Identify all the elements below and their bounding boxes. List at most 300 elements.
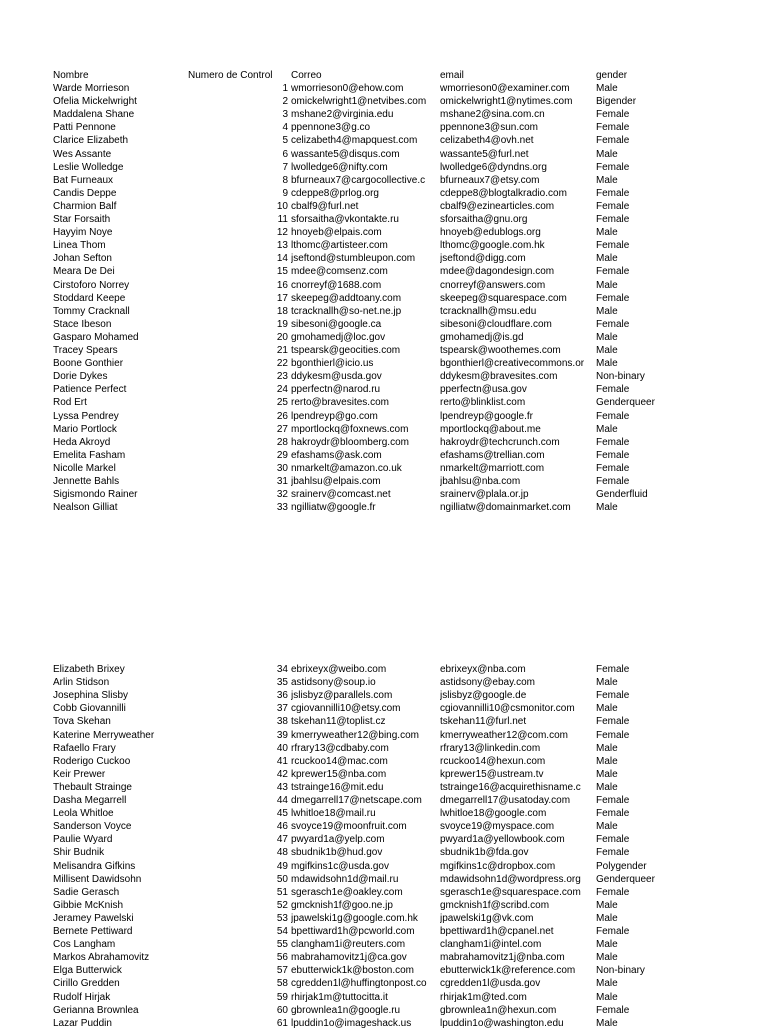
cell-email: tskehan11@furl.net — [440, 716, 527, 728]
cell-numero-de-control: 45 — [276, 808, 288, 820]
cell-gender: Female — [596, 926, 630, 937]
cell-nombre: Katerine Merryweather — [53, 729, 155, 741]
cell-gender: Male — [596, 148, 618, 160]
cell-numero-de-control: 47 — [276, 834, 288, 846]
cell-nombre: Thebault Strainge — [53, 781, 132, 793]
table-row — [0, 265, 768, 278]
cell-correo: cgiovannilli10@etsy.com — [291, 703, 401, 715]
cell-nombre: Josephina Slisby — [53, 690, 129, 702]
cell-numero-de-control: 14 — [276, 253, 288, 265]
cell-nombre: Elga Butterwick — [53, 965, 122, 977]
cell-numero-de-control: 5 — [282, 135, 288, 147]
cell-numero-de-control: 28 — [276, 436, 288, 448]
cell-correo: sforsaitha@vkontakte.ru — [291, 214, 399, 225]
cell-gender: Female — [596, 318, 630, 330]
cell-nombre: Mario Portlock — [53, 423, 117, 435]
cell-correo: cnorreyf@1688.com — [291, 279, 382, 291]
cell-nombre: Warde Morrieson — [53, 83, 130, 94]
table-row — [0, 742, 768, 755]
cell-nombre: Jeramey Pawelski — [53, 912, 134, 924]
table-row — [0, 121, 768, 134]
cell-correo: cdeppe8@prlog.org — [291, 187, 379, 199]
cell-correo: lpuddin1o@imageshack.us — [291, 1017, 412, 1029]
table-row — [0, 226, 768, 239]
cell-nombre: Millisent Dawidsohn — [53, 873, 142, 885]
cell-correo: sgerasch1e@oakley.com — [291, 886, 403, 898]
cell-gender: Genderfluid — [596, 489, 648, 501]
cell-numero-de-control: 7 — [282, 161, 288, 173]
cell-numero-de-control: 22 — [276, 358, 288, 370]
cell-email: tspearsk@woothemes.com — [440, 345, 561, 356]
cell-numero-de-control: 49 — [276, 860, 288, 872]
cell-gender: Male — [596, 899, 618, 911]
cell-gender: Male — [596, 253, 618, 265]
cell-nombre: Gerianna Brownlea — [53, 1004, 139, 1016]
table-row — [0, 174, 768, 187]
cell-gender: Non-binary — [596, 371, 645, 383]
cell-correo: efashams@ask.com — [291, 449, 382, 461]
table-row — [0, 331, 768, 344]
cell-nombre: Wes Assante — [53, 148, 112, 160]
cell-email: jslisbyz@google.de — [440, 690, 527, 702]
table-row — [0, 991, 768, 1004]
table-row — [0, 239, 768, 252]
cell-gender: Female — [596, 240, 630, 252]
cell-correo: celizabeth4@mapquest.com — [291, 135, 418, 147]
cell-gender: Male — [596, 423, 618, 435]
cell-gender: Male — [596, 781, 618, 793]
cell-numero-de-control: 23 — [276, 371, 288, 383]
cell-numero-de-control: 27 — [276, 423, 288, 435]
table-row — [0, 213, 768, 226]
cell-correo: ebutterwick1k@boston.com — [291, 965, 414, 977]
cell-numero-de-control: 18 — [276, 305, 288, 317]
cell-correo: ppennone3@g.co — [291, 122, 371, 134]
cell-numero-de-control: 31 — [276, 476, 288, 487]
cell-gender: Male — [596, 279, 618, 291]
cell-numero-de-control: 21 — [276, 345, 288, 356]
cell-email: jbahlsu@nba.com — [440, 476, 521, 487]
cell-correo: mdawidsohn1d@mail.ru — [291, 873, 399, 885]
cell-gender: Female — [596, 200, 630, 212]
cell-email: bfurneaux7@etsy.com — [440, 174, 540, 186]
cell-correo: clangham1i@reuters.com — [291, 939, 406, 951]
cell-gender: Male — [596, 305, 618, 317]
cell-nombre: Tommy Cracknall — [53, 305, 130, 317]
cell-nombre: Sadie Gerasch — [53, 886, 120, 898]
cell-gender: Female — [596, 808, 630, 820]
cell-correo: wassante5@disqus.com — [291, 148, 400, 160]
cell-gender: Female — [596, 886, 630, 898]
cell-correo: ngilliatw@google.fr — [291, 502, 376, 514]
cell-gender: Female — [596, 664, 630, 675]
table-row — [0, 702, 768, 715]
cell-numero-de-control: 3 — [282, 109, 288, 121]
cell-nombre: Meara De Dei — [53, 266, 115, 278]
cell-email: sbudnik1b@fda.gov — [440, 847, 529, 859]
cell-nombre: Lyssa Pendrey — [53, 410, 119, 422]
cell-gender: Female — [596, 384, 630, 396]
cell-nombre: Elizabeth Brixey — [53, 664, 125, 675]
table-row — [0, 794, 768, 807]
cell-numero-de-control: 38 — [276, 716, 288, 728]
cell-email: mdee@dagondesign.com — [440, 266, 555, 278]
cell-numero-de-control: 4 — [282, 122, 288, 134]
table-row — [0, 488, 768, 501]
cell-nombre: Ofelia Mickelwright — [53, 96, 137, 108]
cell-email: pperfectn@usa.gov — [440, 384, 527, 396]
cell-numero-de-control: 17 — [276, 292, 288, 304]
cell-correo: bfurneaux7@cargocollective.c — [291, 174, 426, 186]
cell-numero-de-control: 32 — [276, 489, 288, 501]
cell-numero-de-control: 34 — [276, 664, 288, 675]
cell-email: gbrownlea1n@hexun.com — [440, 1004, 557, 1016]
cell-email: lpuddin1o@washington.edu — [440, 1017, 564, 1029]
table-row — [0, 410, 768, 423]
cell-email: nmarkelt@marriott.com — [440, 462, 545, 474]
table-row — [0, 715, 768, 728]
cell-email: rfrary13@linkedin.com — [440, 742, 541, 754]
cell-numero-de-control: 58 — [276, 978, 288, 990]
cell-correo: tstrainge16@mit.edu — [291, 781, 384, 793]
cell-email: sforsaitha@gnu.org — [440, 214, 528, 225]
cell-gender: Male — [596, 768, 618, 780]
cell-gender: Female — [596, 122, 630, 134]
cell-gender: Male — [596, 345, 618, 356]
cell-numero-de-control: 43 — [276, 781, 288, 793]
cell-nombre: Tracey Spears — [53, 345, 118, 356]
table-row — [0, 768, 768, 781]
cell-gender: Female — [596, 847, 630, 859]
cell-numero-de-control: 11 — [277, 214, 288, 225]
cell-numero-de-control: 39 — [276, 729, 288, 741]
cell-correo: pwyard1a@yelp.com — [291, 834, 385, 846]
cell-numero-de-control: 19 — [276, 318, 288, 330]
cell-numero-de-control: 44 — [276, 795, 288, 806]
cell-email: bgonthierl@creativecommons.or — [440, 358, 585, 370]
cell-nombre: Clarice Elizabeth — [53, 135, 129, 147]
cell-correo: bpettiward1h@pcworld.com — [291, 926, 415, 937]
table-row — [0, 357, 768, 370]
cell-email: efashams@trellian.com — [440, 449, 545, 461]
cell-email: cbalf9@ezinearticles.com — [440, 200, 555, 212]
cell-nombre: Patti Pennone — [53, 122, 116, 134]
cell-email: sibesoni@cloudflare.com — [440, 318, 552, 330]
cell-email: bpettiward1h@cpanel.net — [440, 926, 554, 937]
cell-nombre: Arlin Stidson — [53, 677, 110, 689]
cell-email: kprewer15@ustream.tv — [440, 768, 544, 780]
cell-correo: rfrary13@cdbaby.com — [291, 742, 389, 754]
cell-gender: Male — [596, 991, 618, 1003]
cell-correo: astidsony@soup.io — [291, 677, 376, 689]
cell-correo: lthomc@artisteer.com — [291, 240, 388, 252]
cell-numero-de-control: 29 — [276, 449, 288, 461]
cell-gender: Female — [596, 266, 630, 278]
cell-nombre: Patience Perfect — [53, 384, 127, 396]
table-row — [0, 383, 768, 396]
cell-nombre: Tova Skehan — [53, 716, 111, 728]
cell-numero-de-control: 50 — [276, 873, 288, 885]
cell-email: lwhitloe18@google.com — [440, 808, 547, 820]
cell-gender: Male — [596, 742, 618, 754]
header-nombre: Nombre — [53, 70, 89, 81]
cell-numero-de-control: 36 — [276, 690, 288, 702]
cell-numero-de-control: 56 — [276, 952, 288, 964]
cell-email: omickelwright1@nytimes.com — [440, 96, 573, 108]
table-row — [0, 187, 768, 200]
cell-numero-de-control: 9 — [282, 187, 288, 199]
cell-email: rhirjak1m@ted.com — [440, 991, 527, 1003]
cell-numero-de-control: 12 — [276, 227, 288, 239]
cell-gender: Male — [596, 174, 618, 186]
cell-email: lwolledge6@dyndns.org — [440, 161, 547, 173]
table-row — [0, 344, 768, 357]
cell-numero-de-control: 30 — [276, 462, 288, 474]
cell-email: hakroydr@techcrunch.com — [440, 436, 560, 448]
cell-numero-de-control: 33 — [276, 502, 288, 514]
cell-nombre: Sigismondo Rainer — [53, 489, 138, 501]
table-row — [0, 977, 768, 990]
cell-gender: Genderqueer — [596, 873, 655, 885]
cell-nombre: Gibbie McKnish — [53, 899, 124, 911]
cell-numero-de-control: 55 — [276, 939, 288, 951]
cell-nombre: Star Forsaith — [53, 214, 111, 225]
cell-email: clangham1i@intel.com — [440, 939, 542, 951]
table-row — [0, 938, 768, 951]
cell-nombre: Keir Prewer — [53, 768, 106, 780]
cell-nombre: Dasha Megarrell — [53, 795, 127, 806]
header-gender: gender — [596, 70, 628, 81]
cell-numero-de-control: 52 — [276, 899, 288, 911]
cell-nombre: Jennette Bahls — [53, 476, 120, 487]
cell-gender: Bigender — [596, 96, 637, 108]
cell-email: srainerv@plala.or.jp — [440, 489, 529, 501]
cell-gender: Female — [596, 690, 630, 702]
cell-nombre: Bernete Pettiward — [53, 926, 133, 937]
cell-gender: Non-binary — [596, 965, 645, 977]
cell-email: rerto@blinklist.com — [440, 397, 526, 409]
cell-gender: Female — [596, 462, 630, 474]
cell-numero-de-control: 2 — [282, 96, 288, 108]
cell-gender: Female — [596, 410, 630, 422]
cell-gender: Female — [596, 436, 630, 448]
table-row — [0, 964, 768, 977]
table-row — [0, 462, 768, 475]
table-row — [0, 1004, 768, 1017]
cell-gender: Male — [596, 227, 618, 239]
cell-correo: ebrixeyx@weibo.com — [291, 664, 387, 675]
table-row — [0, 82, 768, 95]
cell-numero-de-control: 24 — [276, 384, 288, 396]
cell-nombre: Dorie Dykes — [53, 371, 108, 383]
cell-correo: svoyce19@moonfruit.com — [291, 821, 407, 833]
cell-gender: Male — [596, 1017, 618, 1029]
cell-correo: wmorrieson0@ehow.com — [291, 83, 404, 94]
cell-gender: Male — [596, 502, 618, 514]
cell-gender: Male — [596, 755, 618, 767]
cell-numero-de-control: 51 — [276, 886, 288, 898]
cell-gender: Male — [596, 939, 618, 951]
cell-gender: Male — [596, 358, 618, 370]
cell-correo: nmarkelt@amazon.co.uk — [291, 462, 402, 474]
cell-numero-de-control: 15 — [276, 266, 288, 278]
cell-email: mabrahamovitz1j@nba.com — [440, 952, 565, 964]
cell-correo: ddykesm@usda.gov — [291, 371, 382, 383]
cell-correo: kmerryweather12@bing.com — [291, 729, 419, 741]
cell-nombre: Cirstoforo Norrey — [53, 279, 130, 291]
header-email: email — [440, 70, 464, 81]
cell-email: jseftond@digg.com — [440, 253, 526, 265]
cell-gender: Male — [596, 952, 618, 964]
cell-gender: Female — [596, 1004, 630, 1016]
cell-correo: pperfectn@narod.ru — [291, 384, 381, 396]
cell-correo: mdee@comsenz.com — [291, 266, 388, 278]
cell-nombre: Leola Whitloe — [53, 808, 114, 820]
cell-numero-de-control: 48 — [276, 847, 288, 859]
cell-numero-de-control: 42 — [276, 768, 288, 780]
cell-correo: lwhitloe18@mail.ru — [291, 808, 376, 820]
cell-numero-de-control: 13 — [276, 240, 288, 252]
cell-email: sgerasch1e@squarespace.com — [440, 886, 581, 898]
table-row — [0, 252, 768, 265]
cell-email: gmohamedj@is.gd — [440, 331, 524, 343]
cell-nombre: Emelita Fasham — [53, 449, 126, 461]
table-row — [0, 912, 768, 925]
cell-nombre: Nealson Gilliat — [53, 502, 118, 514]
cell-email: cnorreyf@answers.com — [440, 279, 546, 291]
cell-gender: Female — [596, 135, 630, 147]
table-row — [0, 108, 768, 121]
cell-correo: sibesoni@google.ca — [291, 318, 382, 330]
cell-email: ppennone3@sun.com — [440, 122, 538, 134]
table-row — [0, 148, 768, 161]
cell-numero-de-control: 26 — [276, 410, 288, 422]
cell-correo: omickelwright1@netvibes.com — [291, 96, 427, 108]
table-row — [0, 860, 768, 873]
table-row — [0, 729, 768, 742]
cell-numero-de-control: 46 — [276, 821, 288, 833]
cell-nombre: Cobb Giovannilli — [53, 703, 126, 715]
table-row — [0, 501, 768, 514]
table-row — [0, 305, 768, 318]
cell-nombre: Cos Langham — [53, 939, 116, 951]
cell-email: jpawelski1g@vk.com — [440, 912, 534, 924]
cell-nombre: Boone Gonthier — [53, 358, 124, 370]
cell-email: astidsony@ebay.com — [440, 677, 536, 689]
header-row — [0, 69, 768, 82]
cell-numero-de-control: 10 — [276, 200, 288, 212]
cell-correo: mportlockq@foxnews.com — [291, 423, 409, 435]
cell-numero-de-control: 6 — [282, 148, 288, 160]
cell-email: kmerryweather12@com.com — [440, 729, 568, 741]
table-row — [0, 886, 768, 899]
cell-nombre: Maddalena Shane — [53, 109, 135, 121]
cell-gender: Female — [596, 214, 630, 225]
cell-nombre: Stoddard Keepe — [53, 292, 126, 304]
cell-numero-de-control: 41 — [276, 755, 288, 767]
cell-correo: kprewer15@nba.com — [291, 768, 387, 780]
cell-nombre: Hayyim Noye — [53, 227, 113, 239]
cell-numero-de-control: 53 — [276, 912, 288, 924]
cell-correo: mgifkins1c@usda.gov — [291, 860, 389, 872]
cell-correo: rcuckoo14@mac.com — [291, 755, 388, 767]
table-row — [0, 689, 768, 702]
cell-nombre: Leslie Wolledge — [53, 161, 124, 173]
cell-nombre: Linea Thom — [53, 240, 106, 252]
cell-email: dmegarrell17@usatoday.com — [440, 795, 571, 806]
cell-correo: tspearsk@geocities.com — [291, 345, 401, 356]
cell-correo: jbahlsu@elpais.com — [291, 476, 381, 487]
table-row — [0, 676, 768, 689]
cell-nombre: Nicolle Markel — [53, 462, 116, 474]
cell-numero-de-control: 35 — [276, 677, 288, 689]
cell-email: lthomc@google.com.hk — [440, 240, 545, 252]
cell-email: ebrixeyx@nba.com — [440, 664, 526, 675]
cell-numero-de-control: 1 — [282, 83, 288, 94]
table-row — [0, 846, 768, 859]
cell-email: wassante5@furl.net — [440, 148, 529, 160]
cell-email: wmorrieson0@examiner.com — [440, 83, 570, 94]
cell-email: cgiovannilli10@csmonitor.com — [440, 703, 575, 715]
table-row — [0, 449, 768, 462]
cell-correo: cbalf9@furl.net — [291, 200, 359, 212]
cell-numero-de-control: 8 — [282, 174, 288, 186]
cell-correo: mabrahamovitz1j@ca.gov — [291, 952, 407, 964]
table-row — [0, 899, 768, 912]
cell-gender: Female — [596, 292, 630, 304]
cell-correo: gmohamedj@loc.gov — [291, 331, 386, 343]
cell-gender: Female — [596, 187, 630, 199]
cell-email: mgifkins1c@dropbox.com — [440, 860, 556, 872]
table-row — [0, 396, 768, 409]
cell-gender: Female — [596, 161, 630, 173]
cell-correo: rhirjak1m@tuttocitta.it — [291, 991, 388, 1003]
table-row — [0, 318, 768, 331]
cell-nombre: Heda Akroyd — [53, 436, 111, 448]
cell-gender: Male — [596, 978, 618, 990]
cell-nombre: Lazar Puddin — [53, 1017, 112, 1029]
cell-correo: hakroydr@bloomberg.com — [291, 436, 409, 448]
cell-email: lpendreyp@google.fr — [440, 410, 533, 422]
cell-gender: Polygender — [596, 860, 647, 872]
cell-email: gmcknish1f@scribd.com — [440, 899, 550, 911]
table-row — [0, 200, 768, 213]
cell-email: mportlockq@about.me — [440, 423, 541, 435]
cell-correo: gbrownlea1n@google.ru — [291, 1004, 401, 1016]
cell-numero-de-control: 57 — [276, 965, 288, 977]
cell-email: ebutterwick1k@reference.com — [440, 965, 576, 977]
table-row — [0, 279, 768, 292]
table-row — [0, 925, 768, 938]
cell-numero-de-control: 37 — [276, 703, 288, 715]
cell-correo: bgonthierl@icio.us — [291, 358, 374, 370]
cell-correo: lwolledge6@nifty.com — [291, 161, 388, 173]
table-row — [0, 436, 768, 449]
cell-email: ddykesm@bravesites.com — [440, 371, 558, 383]
cell-correo: srainerv@comcast.net — [291, 489, 391, 501]
cell-email: mshane2@sina.com.cn — [440, 109, 545, 121]
cell-gender: Male — [596, 821, 618, 833]
table-row — [0, 873, 768, 886]
cell-correo: tcracknallh@so-net.ne.jp — [291, 305, 402, 317]
cell-numero-de-control: 20 — [276, 331, 288, 343]
table-row — [0, 370, 768, 383]
table-row — [0, 807, 768, 820]
cell-email: mdawidsohn1d@wordpress.org — [440, 873, 581, 885]
cell-nombre: Sanderson Voyce — [53, 821, 132, 833]
table-row — [0, 161, 768, 174]
cell-correo: jslisbyz@parallels.com — [291, 690, 393, 702]
